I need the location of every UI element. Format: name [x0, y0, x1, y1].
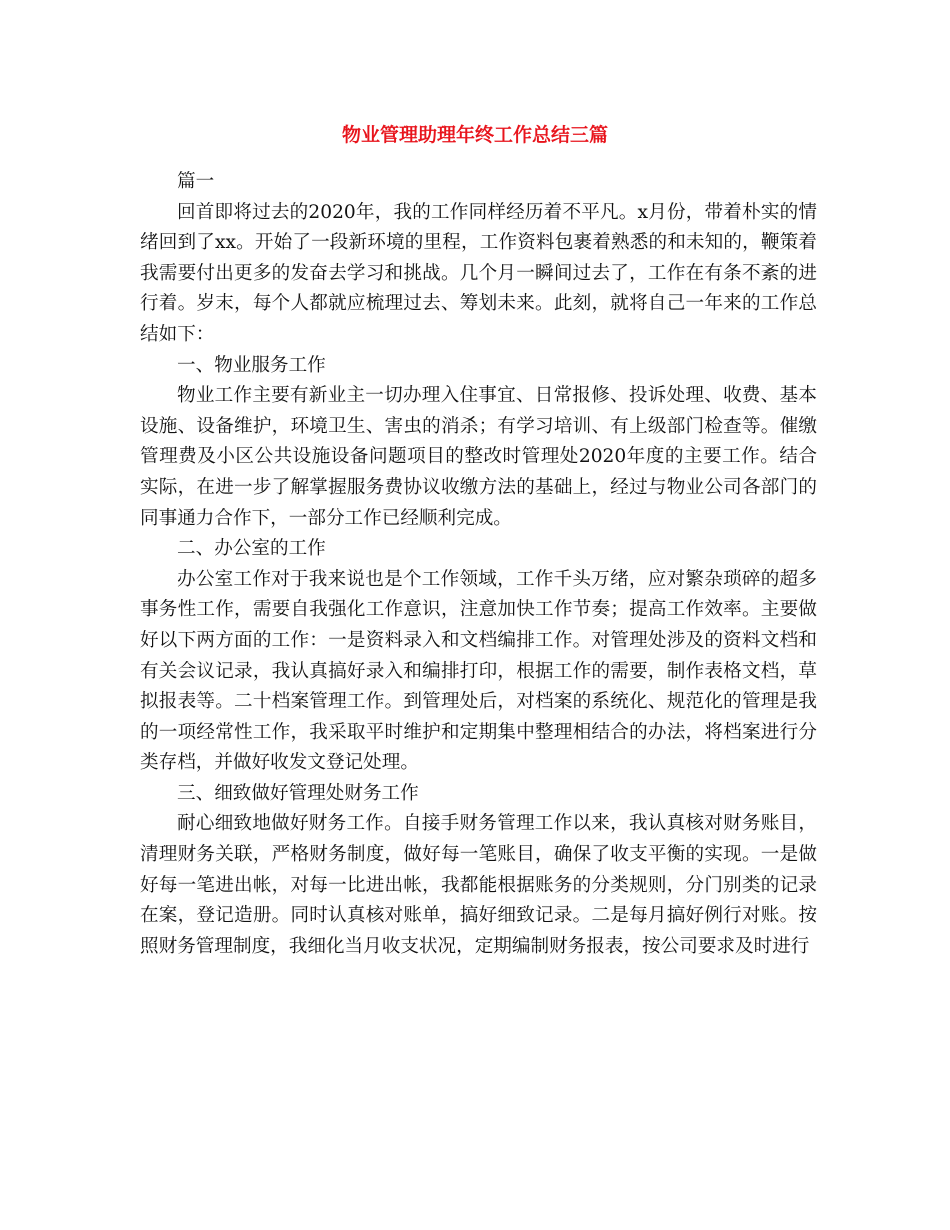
document-title: 物业管理助理年终工作总结三篇	[341, 124, 608, 146]
paragraph-property-service: 物业工作主要有新业主一切办理入住事宜、日常报修、投诉处理、收费、基本设施、设备维护，环境卫生、害虫的消杀；有学习培训、有上级部门检查等。催缴管理费及小区公共设施设备问题项目的整改时管理处2020年度的主要工作。结合实际，在进一步了解掌握服务费协议收缴方法的基础上，经过与物业公司各部门的同事通力合作下，一部分工作已经顺利完成。	[140, 385, 817, 529]
section-heading-property-service: 一、物业服务工作	[177, 354, 326, 376]
paragraph-finance-work: 耐心细致地做好财务工作。自接手财务管理工作以来，我认真核对财务账目，清理财务关联，严格财务制度，做好每一笔账目，确保了收支平衡的实现。一是做好每一笔进出帐，对每一比进出帐，我都能根据账务的分类规则，分门别类的记录在案，登记造册。同时认真核对账单，搞好细致记录。二是每月搞好例行对账。按照财务管理制度，我细化当月收支状况，定期编制财务报表，按公司要求及时进行	[140, 813, 817, 957]
paragraph-intro: 回首即将过去的2020年，我的工作同样经历着不平凡。x月份，带着朴实的情绪回到了xx。开始了一段新环境的里程，工作资料包裹着熟悉的和未知的，鞭策着我需要付出更多的发奋去学习和挑战。几个月一瞬间过去了，工作在有条不紊的进行着。岁末，每个人都就应梳理过去、筹划未来。此刻，就将自己一年来的工作总结如下：	[140, 201, 817, 345]
document-body	[140, 167, 817, 962]
section-heading-office-work: 二、办公室的工作	[177, 538, 326, 560]
section-heading-finance-work: 三、细致做好管理处财务工作	[177, 782, 419, 804]
section-label: 篇一	[177, 171, 215, 192]
paragraph-office-work: 办公室工作对于我来说也是个工作领域，工作千头万绪，应对繁杂琐碎的超多事务性工作，需要自我强化工作意识，注意加快工作节奏；提高工作效率。主要做好以下两方面的工作：一是资料录入和文档编排工作。对管理处涉及的资料文档和有关会议记录，我认真搞好录入和编排打印，根据工作的需要，制作表格文档，草拟报表等。二十档案管理工作。到管理处后，对档案的系统化、规范化的管理是我的一项经常性工作，我采取平时维护和定期集中整理相结合的办法，将档案进行分类存档，并做好收发文登记处理。	[140, 568, 817, 774]
